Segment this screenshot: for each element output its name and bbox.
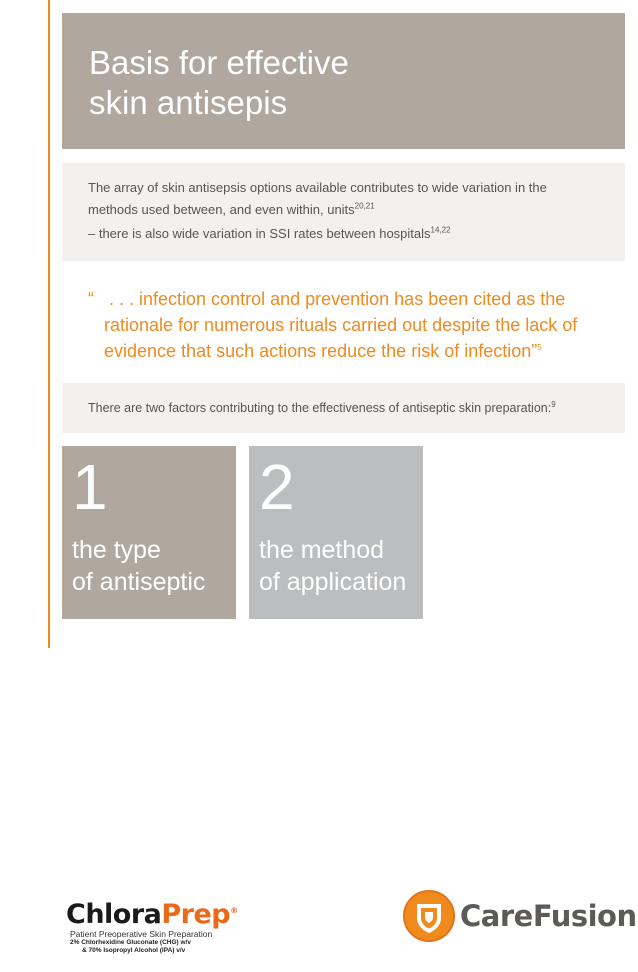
intro-text-2 (88, 225, 588, 243)
carefusion-name: CareFusion (460, 899, 637, 933)
factor-label-line1: the type (72, 536, 161, 564)
factors-intro-ref: 9 (551, 399, 556, 409)
factor-label (72, 534, 242, 598)
carefusion-logo (403, 890, 637, 942)
factors-intro-panel (62, 383, 625, 433)
chloraprep-tagline: Patient Preoperative Skin Preparation (70, 929, 213, 939)
pull-quote (88, 286, 598, 364)
intro-text-1-body: The array of skin antisepsis options available contributes to wide variation in the methods used between, and even within, units (88, 180, 547, 217)
quote-open-mark: “ (88, 289, 94, 309)
quote-line1 (88, 286, 598, 312)
factor-card-2 (249, 446, 423, 619)
intro-panel (62, 163, 625, 261)
factor-label-line1: the method (259, 536, 385, 564)
page-title-line2: skin antisepis (89, 84, 288, 121)
intro-text-2-body: – there is also wide variation in SSI rates between hospitals (88, 226, 431, 241)
quote-line1-text: . . . infection control and prevention has been cited as the (104, 289, 566, 309)
factor-number: 1 (72, 451, 108, 523)
carefusion-shield-icon (403, 890, 455, 942)
chloraprep-brand-part1: Chlora (66, 899, 162, 930)
chloraprep-logo (66, 896, 246, 956)
factor-label-line2: of antiseptic (72, 568, 206, 596)
ingredients-line2: & 70% Isopropyl Alcohol (IPA) v/v (82, 947, 186, 954)
factors-intro-body: There are two factors contributing to the effectiveness of antiseptic skin preparation: (88, 401, 552, 415)
intro-text-1 (88, 177, 588, 221)
registered-mark: ® (230, 906, 238, 915)
quote-line3 (88, 338, 598, 364)
page-title (89, 43, 609, 123)
quote-line3-text: evidence that such actions reduce the risk of infection” (104, 341, 538, 361)
intro-ref-2: 14,22 (430, 225, 451, 235)
chloraprep-brand (66, 896, 246, 930)
accent-line (48, 0, 50, 648)
ingredients-line1: 2% Chlorhexidine Gluconate (CHG) w/v (70, 939, 191, 946)
page-title-line1: Basis for effective (89, 44, 349, 81)
chloraprep-brand-part2: Prep (161, 899, 231, 930)
title-box (62, 13, 625, 149)
quote-ref: 5 (537, 343, 542, 352)
factor-card-1 (62, 446, 236, 619)
factor-label-line2: of application (259, 568, 407, 596)
factor-label (259, 534, 429, 598)
factors-intro-text (88, 399, 618, 417)
quote-line2: rationale for numerous rituals carried out despite the lack of (104, 315, 578, 335)
intro-ref-1: 20,21 (354, 201, 375, 211)
chloraprep-ingredients (70, 939, 246, 955)
factor-number: 2 (259, 451, 295, 523)
